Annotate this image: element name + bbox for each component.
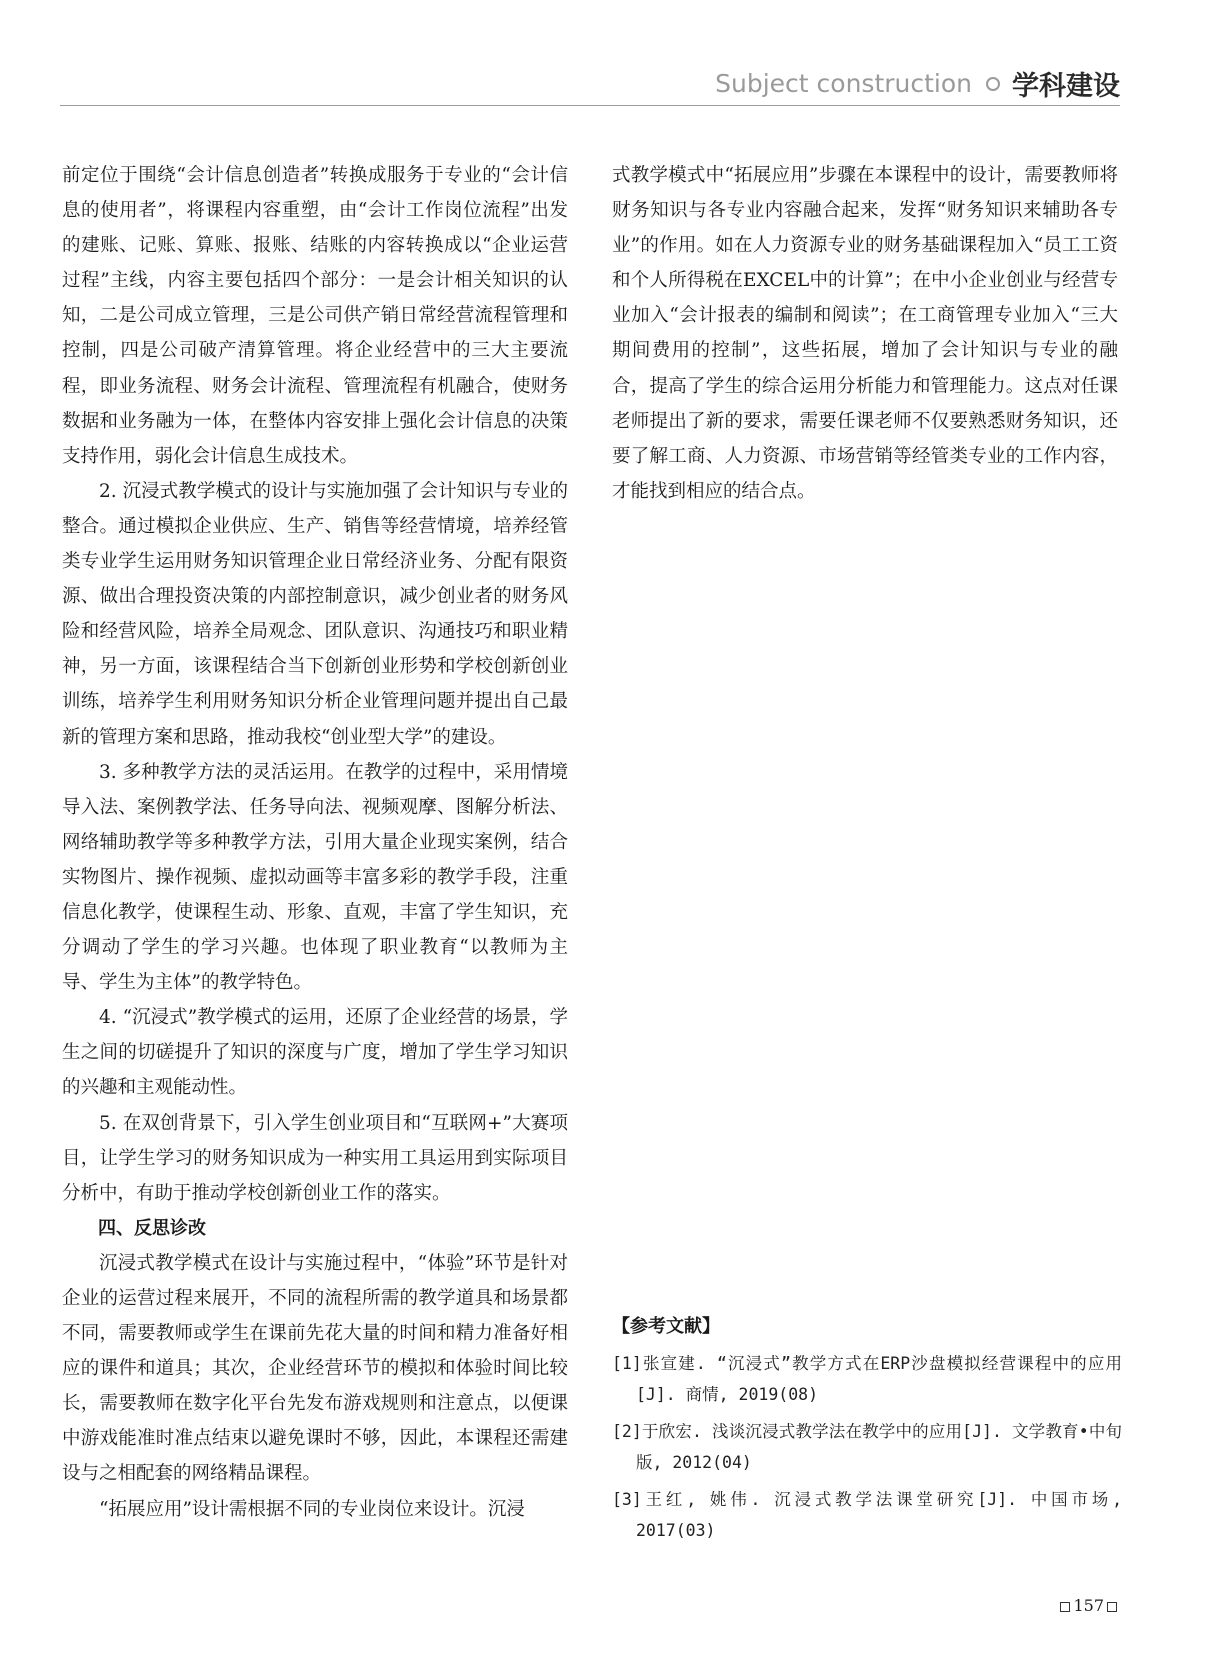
circle-separator-icon bbox=[986, 77, 1000, 91]
reference-item: [3]王红, 姚伟. 沉浸式教学法课堂研究[J]. 中国市场, 2017(03) bbox=[612, 1490, 1122, 1540]
left-column bbox=[62, 158, 568, 1527]
paragraph-point-3: 3. 多种教学方法的灵活运用。在教学的过程中，采用情境导入法、案例教学法、任务导向法、视频观摩、图解分析法、网络辅助教学等多种教学方法，引用大量企业现实案例，结合实物图片、操作视频、虚拟动画等丰富多彩的教学手段，注重信息化教学，使课程生动、形象、直观，丰富了学生知识，充分调动了学生的学习兴趣。也体现了职业教育“以教师为主导、学生为主体”的教学特色。 bbox=[62, 761, 568, 994]
right-column bbox=[612, 158, 1118, 509]
page-number bbox=[1057, 1596, 1120, 1615]
page-number-value: 157 bbox=[1073, 1596, 1104, 1615]
paragraph-reflection: 沉浸式教学模式在设计与实施过程中，“体验”环节是针对企业的运营过程来展开，不同的流程所需的教学道具和场景都不同，需要教师或学生在课前先花大量的时间和精力准备好相应的课件和道具；其次，企业经营环节的模拟和体验时间比较长，需要教师在数字化平台先发布游戏规则和注意点，以便课中游戏能准时准点结束以避免课时不够，因此，本课程还需建设与之相配套的网络精品课程。 bbox=[62, 1252, 568, 1485]
reference-item: [2]于欣宏. 浅谈沉浸式教学法在教学中的应用[J]. 文学教育•中旬版, 2012(04) bbox=[612, 1422, 1122, 1472]
paragraph-extension: “拓展应用”设计需根据不同的专业岗位来设计。沉浸 bbox=[99, 1498, 525, 1520]
running-header bbox=[60, 60, 1120, 105]
section-heading: 四、反思诊改 bbox=[98, 1217, 206, 1239]
references-section bbox=[612, 1312, 1122, 1552]
header-text bbox=[715, 64, 1120, 103]
header-chinese-title: 学科建设 bbox=[1012, 71, 1120, 102]
paragraph-continued: 前定位于围绕“会计信息创造者”转换成服务于专业的“会计信息的使用者”，将课程内容重塑，由“会计工作岗位流程”出发的建账、记账、算账、报账、结账的内容转换成以“企业运营过程”主线，内容主要包括四个部分：一是会计相关知识的认知，二是公司成立管理，三是公司供产销日常经营流程管理和控制，四是公司破产清算管理。将企业经营中的三大主要流程，即业务流程、财务会计流程、管理流程有机融合，使财务数据和业务融为一体，在整体内容安排上强化会计信息的决策支持作用，弱化会计信息生成技术。 bbox=[62, 165, 568, 467]
paragraph-point-4: 4. “沉浸式”教学模式的运用，还原了企业经营的场景，学生之间的切磋提升了知识的深度与广度，增加了学生学习知识的兴趣和主观能动性。 bbox=[62, 1007, 568, 1099]
square-bullet-icon bbox=[1060, 1602, 1070, 1612]
header-divider bbox=[60, 105, 1120, 106]
paragraph-point-5: 5. 在双创背景下，引入学生创业项目和“互联网+”大赛项目，让学生学习的财务知识成为一种实用工具运用到实际项目分析中，有助于推动学校创新创业工作的落实。 bbox=[62, 1112, 568, 1204]
header-english-title: Subject construction bbox=[715, 69, 972, 98]
square-bullet-icon bbox=[1107, 1602, 1117, 1612]
references-title: 【参考文献】 bbox=[612, 1316, 720, 1337]
paragraph-continued-right: 式教学模式中“拓展应用”步骤在本课程中的设计，需要教师将财务知识与各专业内容融合起来，发挥“财务知识来辅助各专业”的作用。如在人力资源专业的财务基础课程加入“员工工资和个人所得税在EXCEL中的计算”；在中小企业创业与经营专业加入“会计报表的编制和阅读”；在工商管理专业加入“三大期间费用的控制”，这些拓展，增加了会计知识与专业的融合，提高了学生的综合运用分析能力和管理能力。这点对任课老师提出了新的要求，需要任课老师不仅要熟悉财务知识，还要了解工商、人力资源、市场营销等经管类专业的工作内容，才能找到相应的结合点。 bbox=[612, 165, 1118, 502]
paragraph-point-2: 2. 沉浸式教学模式的设计与实施加强了会计知识与专业的整合。通过模拟企业供应、生产、销售等经营情境，培养经管类专业学生运用财务知识管理企业日常经济业务、分配有限资源、做出合理投资决策的内部控制意识，减少创业者的财务风险和经营风险，培养全局观念、团队意识、沟通技巧和职业精神，另一方面，该课程结合当下创新创业形势和学校创新创业训练，培养学生利用财务知识分析企业管理问题并提出自己最新的管理方案和思路，推动我校“创业型大学”的建设。 bbox=[62, 480, 568, 748]
reference-item: [1]张宣建. “沉浸式”教学方式在ERP沙盘模拟经营课程中的应用[J]. 商情, 2019(08) bbox=[612, 1354, 1122, 1404]
